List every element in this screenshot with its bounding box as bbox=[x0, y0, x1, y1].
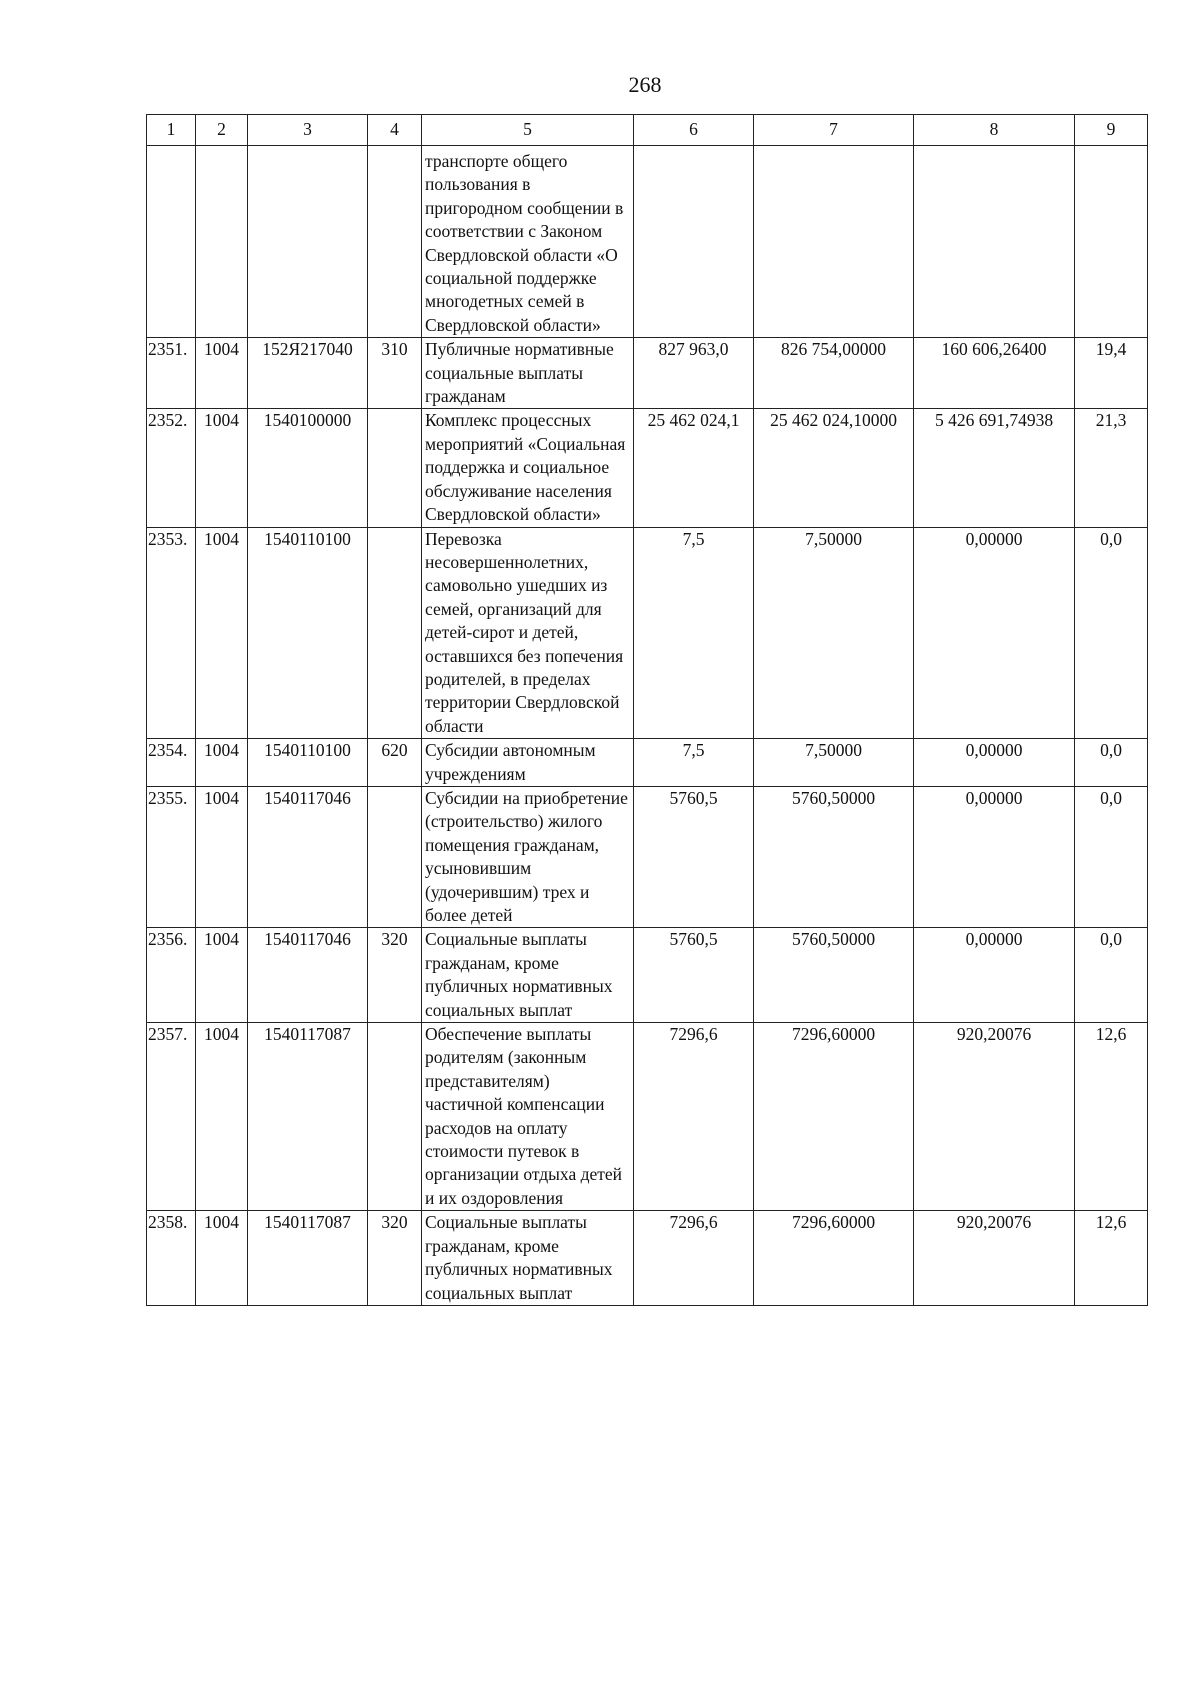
section-code: 1004 bbox=[196, 786, 248, 927]
expense-type-code: 320 bbox=[368, 1211, 422, 1306]
approved-amount: 826 754,00000 bbox=[754, 338, 914, 409]
planned-amount: 7,5 bbox=[634, 739, 754, 787]
planned-amount: 5760,5 bbox=[634, 786, 754, 927]
executed-amount: 0,00000 bbox=[914, 928, 1075, 1023]
row-number: 2351. bbox=[147, 338, 196, 409]
table-row bbox=[147, 338, 1148, 409]
executed-amount: 0,00000 bbox=[914, 739, 1075, 787]
table-row bbox=[147, 739, 1148, 787]
expense-type-code bbox=[368, 527, 422, 739]
expense-type-code bbox=[368, 409, 422, 527]
planned-amount: 827 963,0 bbox=[634, 338, 754, 409]
column-header: 8 bbox=[914, 115, 1075, 146]
planned-amount: 25 462 024,1 bbox=[634, 409, 754, 527]
target-code: 1540117087 bbox=[248, 1023, 368, 1211]
expense-type-code: 320 bbox=[368, 928, 422, 1023]
planned-amount: 7296,6 bbox=[634, 1023, 754, 1211]
executed-amount: 160 606,26400 bbox=[914, 338, 1075, 409]
continuation-text: транспорте общего пользования в пригородном сообщении в соответствии с Законом Свердловской области «О социальной поддержке многодетных семей в Свердловской области» bbox=[422, 146, 634, 338]
section-code: 1004 bbox=[196, 928, 248, 1023]
table-row bbox=[147, 1023, 1148, 1211]
executed-amount: 920,20076 bbox=[914, 1023, 1075, 1211]
table-row bbox=[147, 1211, 1148, 1306]
target-code: 1540110100 bbox=[248, 527, 368, 739]
approved-amount: 5760,50000 bbox=[754, 786, 914, 927]
item-name: Субсидии на приобретение (строительство) жилого помещения гражданам, усыновившим (удочерившим) трех и более детей bbox=[422, 786, 634, 927]
row-number: 2353. bbox=[147, 527, 196, 739]
budget-table bbox=[146, 114, 1148, 1306]
table-row bbox=[147, 786, 1148, 927]
execution-percent: 21,3 bbox=[1075, 409, 1148, 527]
target-code: 1540117087 bbox=[248, 1211, 368, 1306]
item-name: Субсидии автономным учреждениям bbox=[422, 739, 634, 787]
executed-amount: 5 426 691,74938 bbox=[914, 409, 1075, 527]
section-code: 1004 bbox=[196, 527, 248, 739]
column-header: 9 bbox=[1075, 115, 1148, 146]
expense-type-code: 620 bbox=[368, 739, 422, 787]
expense-type-code bbox=[368, 786, 422, 927]
approved-amount: 5760,50000 bbox=[754, 928, 914, 1023]
table-row bbox=[147, 409, 1148, 527]
page-number: 268 bbox=[628, 72, 662, 97]
continuation-row bbox=[147, 146, 1148, 338]
approved-amount: 7296,60000 bbox=[754, 1023, 914, 1211]
column-header: 5 bbox=[422, 115, 634, 146]
execution-percent: 19,4 bbox=[1075, 338, 1148, 409]
execution-percent: 12,6 bbox=[1075, 1211, 1148, 1306]
execution-percent: 0,0 bbox=[1075, 786, 1148, 927]
item-name: Перевозка несовершеннолетних, самовольно ушедших из семей, организаций для детей-сирот и детей, оставшихся без попечения родителей, в пределах территории Свердловской области bbox=[422, 527, 634, 739]
row-number: 2355. bbox=[147, 786, 196, 927]
column-header: 3 bbox=[248, 115, 368, 146]
execution-percent: 0,0 bbox=[1075, 527, 1148, 739]
section-code: 1004 bbox=[196, 1023, 248, 1211]
approved-amount: 7,50000 bbox=[754, 527, 914, 739]
target-code: 152Я217040 bbox=[248, 338, 368, 409]
planned-amount: 7296,6 bbox=[634, 1211, 754, 1306]
item-name: Обеспечение выплаты родителям (законным представителям) частичной компенсации расходов на оплату стоимости путевок в организации отдыха детей и их оздоровления bbox=[422, 1023, 634, 1211]
approved-amount: 25 462 024,10000 bbox=[754, 409, 914, 527]
planned-amount: 5760,5 bbox=[634, 928, 754, 1023]
executed-amount: 920,20076 bbox=[914, 1211, 1075, 1306]
executed-amount: 0,00000 bbox=[914, 527, 1075, 739]
row-number: 2354. bbox=[147, 739, 196, 787]
item-name: Социальные выплаты гражданам, кроме публичных нормативных социальных выплат bbox=[422, 928, 634, 1023]
row-number: 2357. bbox=[147, 1023, 196, 1211]
column-header: 2 bbox=[196, 115, 248, 146]
expense-type-code bbox=[368, 1023, 422, 1211]
item-name: Публичные нормативные социальные выплаты гражданам bbox=[422, 338, 634, 409]
target-code: 1540117046 bbox=[248, 928, 368, 1023]
execution-percent: 0,0 bbox=[1075, 928, 1148, 1023]
row-number: 2352. bbox=[147, 409, 196, 527]
planned-amount: 7,5 bbox=[634, 527, 754, 739]
target-code: 1540100000 bbox=[248, 409, 368, 527]
target-code: 1540117046 bbox=[248, 786, 368, 927]
execution-percent: 12,6 bbox=[1075, 1023, 1148, 1211]
table-row bbox=[147, 527, 1148, 739]
section-code: 1004 bbox=[196, 338, 248, 409]
column-header: 4 bbox=[368, 115, 422, 146]
target-code: 1540110100 bbox=[248, 739, 368, 787]
column-header: 6 bbox=[634, 115, 754, 146]
section-code: 1004 bbox=[196, 409, 248, 527]
row-number: 2358. bbox=[147, 1211, 196, 1306]
column-number-row bbox=[147, 115, 1148, 146]
row-number: 2356. bbox=[147, 928, 196, 1023]
executed-amount: 0,00000 bbox=[914, 786, 1075, 927]
expense-type-code: 310 bbox=[368, 338, 422, 409]
column-header: 7 bbox=[754, 115, 914, 146]
table-row bbox=[147, 928, 1148, 1023]
approved-amount: 7,50000 bbox=[754, 739, 914, 787]
column-header: 1 bbox=[147, 115, 196, 146]
section-code: 1004 bbox=[196, 739, 248, 787]
execution-percent: 0,0 bbox=[1075, 739, 1148, 787]
item-name: Комплекс процессных мероприятий «Социальная поддержка и социальное обслуживание населения Свердловской области» bbox=[422, 409, 634, 527]
approved-amount: 7296,60000 bbox=[754, 1211, 914, 1306]
item-name: Социальные выплаты гражданам, кроме публичных нормативных социальных выплат bbox=[422, 1211, 634, 1306]
section-code: 1004 bbox=[196, 1211, 248, 1306]
